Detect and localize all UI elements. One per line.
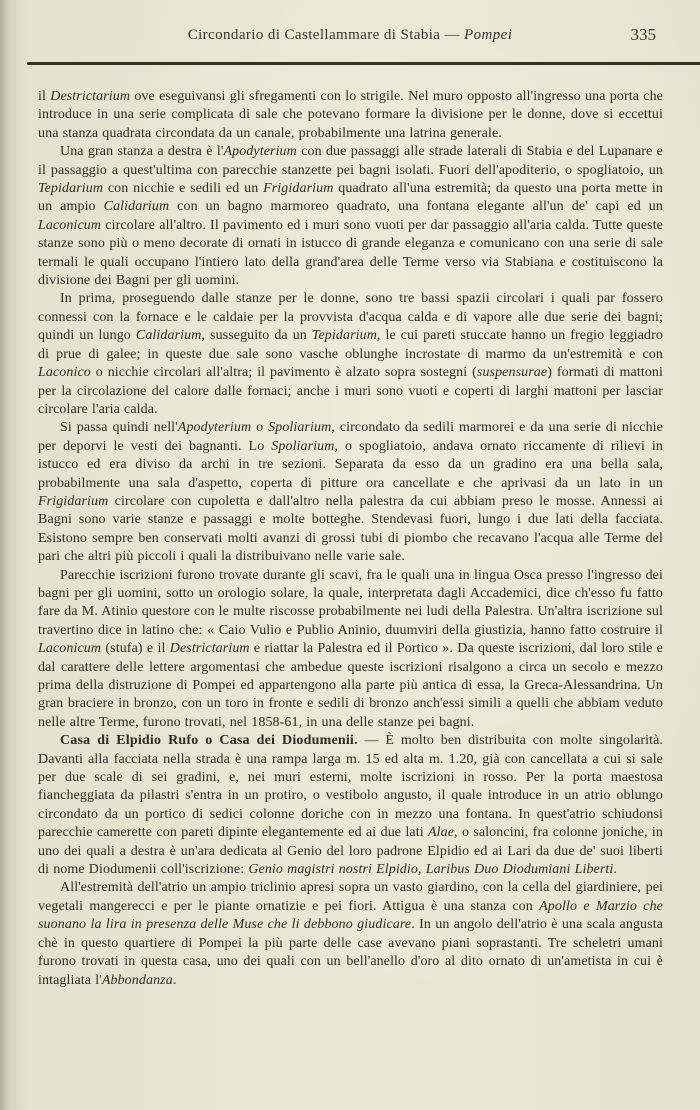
text-segment: Destrictarium <box>50 89 131 104</box>
text-segment: In prima, proseguendo dalle stanze per le donne, sono tre bassi spazii circolari i quali par fossero connessi con la fornace e le caldaie per la provvista d'acqua calda e di vapore alle due serie dei bagni; quindi un lungo <box>38 291 663 344</box>
paragraph <box>38 732 663 879</box>
text-segment: . <box>613 862 617 878</box>
text-segment: , le cui pareti stuccate hanno un fregio leggiadro di prue di galee; in queste due sale sono vasche oblunghe incrostate di marmo da un'estremità e con <box>38 328 663 362</box>
text-segment: Calidarium <box>135 328 202 344</box>
text-segment: Apodyterium <box>223 144 297 160</box>
text-segment: , circondato da sedili marmorei e da una serie di nicchie per deporvi le vesti dei bagnanti. Lo <box>38 420 663 454</box>
paragraph <box>38 879 663 989</box>
text-segment: Parecchie iscrizioni furono trovate durante gli scavi, fra le quali una in lingua Osca presso l'ingresso dei bagni per gli uomini, sotto un orologio solare, la quale, interpretata dagli Accademici, dice ch'esso fu fatto fare da M. Atinio questore con le multe riscosse probabilmente nei ludi della Palestra. Un'altra iscrizione sul travertino dice in latino che: « Caio Vulio e Publio Aninio, duumviri della giustizia, hanno fatto costruire il <box>38 567 664 638</box>
header-rule <box>27 62 700 65</box>
text-segment: , o saloncini, fra colonne joniche, in uno dei quali a destra è un'ara dedicata al Genio del loro padrone Elpidio ed ai Lari da due de' suoi liberti di nome Diodumenii coll'iscrizione: <box>38 825 664 878</box>
text-segment: Spoliarium <box>271 438 335 454</box>
text-segment: con due passaggi alle strade laterali di Stabia e del Lupanare e il passaggio a quest'ultima con parecchie stanzette pei bagni isolati. Fuori dell'apoditerio, o spogliatoio, un <box>38 144 663 178</box>
text-segment: Tepidarium <box>311 328 377 344</box>
text-segment: ove eseguivansi gli sfregamenti con lo strigile. Nel muro opposto all'ingresso una porta che introduce in una serie complicata di sale che potevano formare la divisione per le donne, dove si eccettui una stanza quadrata circondata da un canale, probabilmente una latrina generale. <box>38 89 663 141</box>
text-segment: Laconicum <box>38 217 102 233</box>
text-segment: con un bagno marmoreo quadrato, una fontana elegante all'un de' capi ed un <box>169 199 663 215</box>
text-segment: Calidarium <box>103 199 170 215</box>
text-segment: . In un angolo dell'atrio è una scala angusta chè in questo quartiere di Pompei la più parte delle case avevano piani soprastanti. Tre scheletri umani furono trovati in questa casa, uno dei quali con un bell'anello d'oro al dito ornato di un'ametista in cui è intagliata l' <box>38 917 663 988</box>
text-segment: con nicchie e sedili ed un <box>103 181 264 197</box>
running-head-text: Circondario di Castellammare di Stabia — <box>187 27 465 43</box>
text-segment: Apollo e Marzio che suonano la lira in presenza delle Muse che li debbono giudicare <box>38 898 663 933</box>
text-segment: , susseguito da un <box>201 328 312 344</box>
paragraph <box>38 88 663 143</box>
text-segment: , o spogliatoio, andava ornato riccamente di rilievi in istucco ed era diviso da archi in tre sezioni. Separata da esso da un gradino era una bella sala, probabilmente una sala d'aspetto, coperta di pitture ora cancellate e che aprivasi da un lato in un <box>38 438 663 491</box>
text-segment: Abbondanza <box>101 972 173 988</box>
text-segment: e riattar la Palestra ed il Portico ». Da queste iscrizioni, dal loro stile e dal carattere delle lettere argomentasi che ambedue queste iscrizioni risalgono a circa un secolo e mezzo prima della distruzione di Pompei ed appartengono alla parte più antica di essa, la Greca-Alessandrina. Un gran braciere in bronzo, con un toro in fronte e sedili di bronzo anch'essi simili a quelli che abbiam veduto nelle altre Terme, furono trovati, nel 1858-61, in una delle stanze pei bagni. <box>38 641 663 730</box>
text-segment: Alae <box>427 825 455 841</box>
text-segment: o <box>251 420 269 436</box>
text-segment: — È molto ben distribuita con molte singolarità. Davanti alla facciata nella strada è una rampa larga m. 15 ed alta m. 1.20, già con cancellata a cui si sale per due scale di sei gradini, e, nei muri esterni, molte iscrizioni in rosso. Per la porta maestosa fiancheggiata da pilastri s'entra in un protiro, o vestibolo angusto, il quale introduce in un atrio oblungo circondato da un portico di sedici colonne doriche con in mezzo una fontana. In quest'atrio schiudonsi parecchie camerette con pareti dipinte elegantemente ed ai due lati <box>38 733 663 841</box>
text-segment: . <box>172 972 177 988</box>
text-segment: Genio magistri nostri Elpidio, Laribus Duo Diodumiani Liberti <box>248 862 614 878</box>
text-segment: Si passa quindi nell' <box>60 420 178 436</box>
text-segment: Frigidarium <box>38 493 109 509</box>
body-text <box>38 88 663 990</box>
text-segment: Spoliarium <box>268 420 332 436</box>
text-segment: Apodyterium <box>177 420 252 436</box>
paragraph <box>38 143 663 290</box>
text-segment: Frigidarium <box>263 181 334 197</box>
text-segment: Una gran stanza a destra è l' <box>60 144 224 160</box>
text-segment: (stufa) e il <box>101 641 170 657</box>
text-segment: ) formati di mattoni per la circolazione del calore dalle fornaci; anche i muri sono vuoti e coperti di larghi mattoni per lasciar circolare l'aria calda. <box>38 365 664 417</box>
text-segment: Laconico <box>38 365 91 381</box>
running-head-place: Pompei <box>464 27 513 43</box>
text-segment: quadrato all'una estremità; da questo una porta mette in un ampio <box>38 181 664 215</box>
text-segment: Tepidarium <box>38 181 104 197</box>
text-segment: il <box>38 89 51 104</box>
page-number: 335 <box>630 25 656 44</box>
text-segment: Casa di Elpidio Rufo o Casa dei Diodumenii. <box>60 733 358 749</box>
text-segment: circolare all'altro. Il pavimento ed i muri sono vuoti per dar passaggio all'aria calda. Tutte queste stanze sono più o meno decorate di ornati in istucco di grande eleganza e comunicano con una serie di sale termali le quali occupano l'intiero lato della grand'area delle Terme verso via Stabiana e costituiscono la divisione dei Bagni per gli uomini. <box>38 217 663 289</box>
page-header <box>0 0 700 49</box>
text-segment: o nicchie circolari all'altra; il pavimento è alzato sopra sostegni ( <box>90 365 477 381</box>
paragraph <box>38 567 663 733</box>
text-segment: Laconicum <box>38 641 102 657</box>
running-head <box>0 27 700 44</box>
paragraph <box>38 419 663 566</box>
text-segment: suspensurae <box>476 365 548 381</box>
text-segment: Destrictarium <box>169 641 250 657</box>
text-segment: circolare con cupoletta e dall'altro nella palestra da cui abbiam preso le mosse. Annessi ai Bagni sono varie stanze e passaggi e molte botteghe. Stendevasi fuori, lungo i due lati della facciata. Esistono sempre ben conservati molti avanzi di grossi tubi di piombo che recavano l'acqua alle Terme del pari che altri più piccoli i quali la distribuivano nelle varie sale. <box>38 493 663 565</box>
paragraph <box>38 290 663 419</box>
text-segment: All'estremità dell'atrio un ampio triclinio apresi sopra un vasto giardino, con la cella del giardiniere, pei vegetali mangerecci e per le piante ornatizie e pei fiori. Attigua è una stanza con <box>38 880 663 914</box>
